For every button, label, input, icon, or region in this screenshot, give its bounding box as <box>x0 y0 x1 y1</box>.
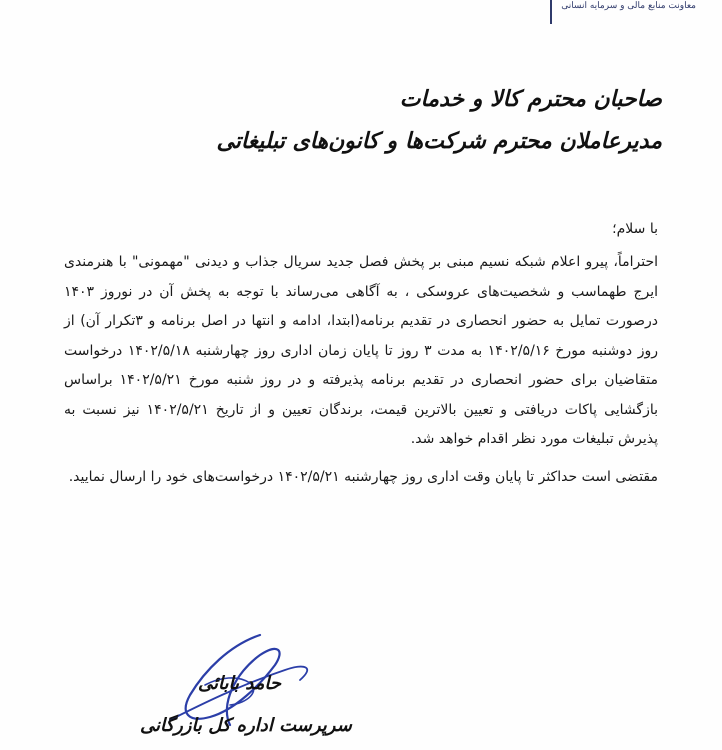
body-paragraph-1: احتراماً، پیرو اعلام شبکه نسیم مبنی بر پخش فصل جدید سریال جذاب و دیدنی "مهمونی" با هنرمندی ایرج طهماسب و شخصیت‌های عروسکی ، به آگاهی می‌رساند با توجه به پخش آن در نوروز ۱۴۰۳ درصورت تمایل به حضور انحصاری در تقدیم برنامه(ابتدا، ادامه و انتها در اصل برنامه و ۳تکرار آن) از روز دوشنبه مورخ ۱۴۰۲/۵/۱۶ به مدت ۳ روز تا پایان زمان اداری روز چهارشنبه ۱۴۰۲/۵/۱۸ درخواست متقاضیان برای حضور انحصاری در تقدیم برنامه پذیرفته و در روز شنبه مورخ ۱۴۰۲/۵/۲۱ براساس بازگشایی پاکات دریافتی و تعیین بالاترین قیمت، برندگان تعیین و از تاریخ ۱۴۰۲/۵/۲۱ نیز نسبت به پذیرش تبلیغات مورد نظر اقدام خواهد شد. <box>64 254 659 447</box>
addressee-line-2: مدیرعاملان محترم شرکت‌ها و کانون‌های تبلیغاتی <box>216 128 662 154</box>
letterhead <box>561 0 696 24</box>
letter-body <box>64 214 658 492</box>
signature-block <box>110 625 350 750</box>
addressee-block <box>216 78 662 162</box>
letterhead-department: معاونت منابع مالی و سرمایه انسانی <box>561 1 696 11</box>
greeting: با سلام؛ <box>612 221 658 237</box>
signatory-title: سرپرست اداره کل بازرگانی <box>140 715 352 736</box>
addressee-line-1: صاحبان محترم کالا و خدمات <box>399 86 662 112</box>
body-paragraph-2: مقتضی است حداکثر تا پایان وقت اداری روز چهارشنبه ۱۴۰۲/۵/۲۱ درخواست‌های خود را ارسال نمایید. <box>68 468 658 485</box>
letterhead-divider <box>550 0 552 24</box>
signatory-name: حامد بابائی <box>198 673 281 694</box>
